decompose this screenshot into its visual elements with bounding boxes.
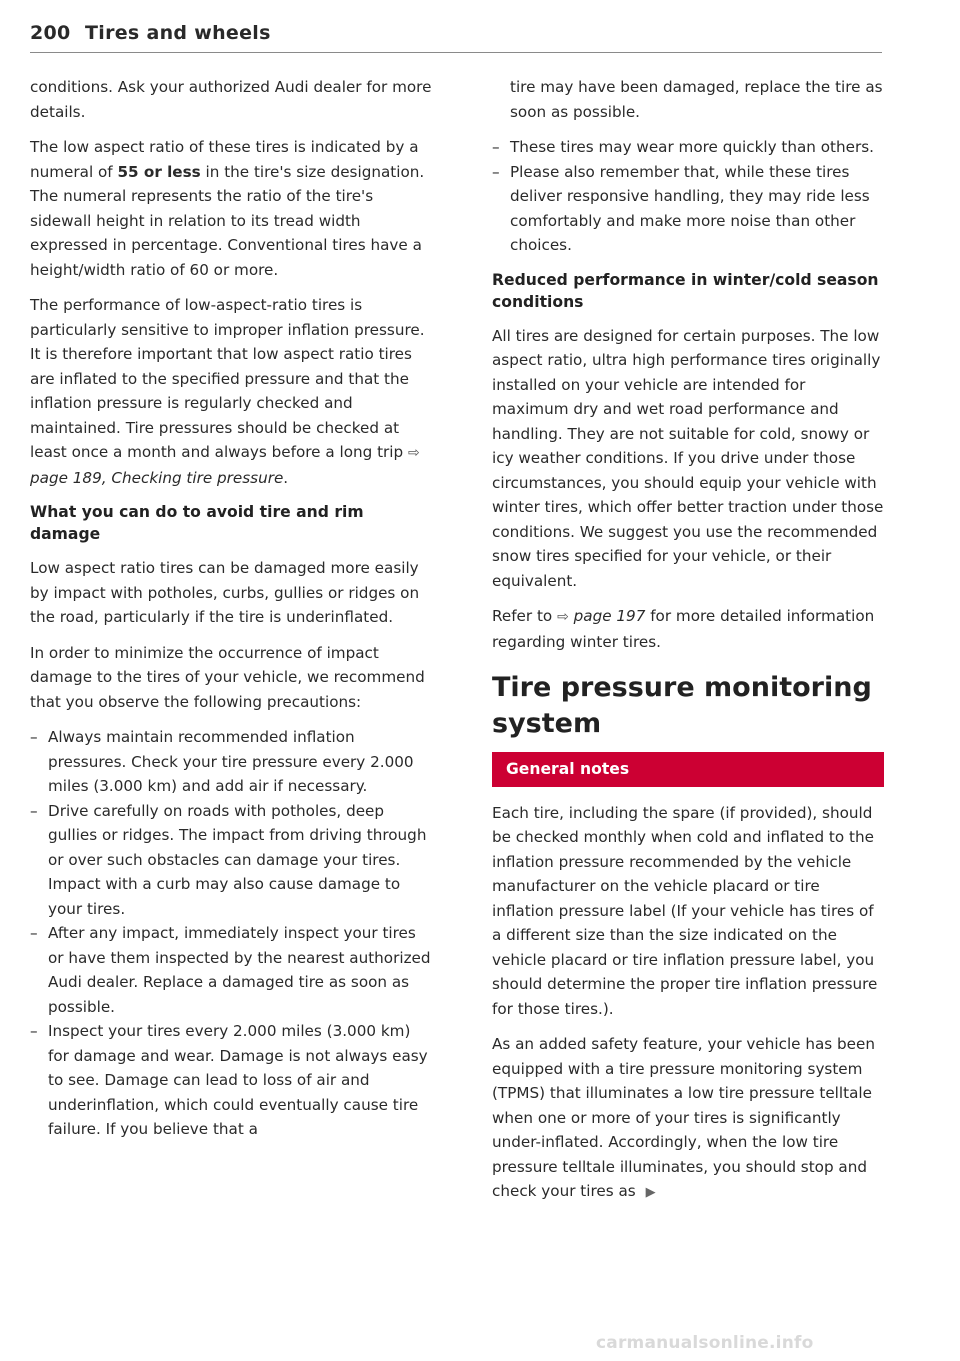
arrow-right-icon: ⇨ — [557, 609, 569, 625]
continue-arrow-icon: ▶ — [645, 1185, 656, 1200]
paragraph-precautions: In order to minimize the occurrence of impact damage to the tires of your vehicle, we recommend that you observe the following precautions: — [30, 643, 425, 711]
list-continuation: tire may have been damaged, replace the tire as soon as possible. — [510, 78, 883, 121]
text: Refer to — [492, 607, 558, 625]
paragraph-tpms — [492, 1032, 884, 1206]
paragraph-each-tire: Each tire, including the spare (if provided), should be checked monthly when cold and inflated to the inflation pressure recommended by the vehicle manufacturer on the vehicle placard or tire inflation pressure label (If your vehicle has tires of a different size than the size indicated on the vehicle placard or tire inflation pressure label, you should determine the proper tire inflation pressure for those tires.). — [492, 803, 878, 1018]
watermark: carmanualsonline.info — [596, 1333, 814, 1353]
tire-notes-list — [492, 135, 884, 258]
link-page-189[interactable]: page 189, Checking tire pressure — [30, 468, 284, 487]
text: . — [283, 468, 289, 487]
page-number: 200 — [30, 22, 71, 44]
heading-avoid-damage: What you can do to avoid tire and rim damage — [30, 503, 364, 543]
text: As an added safety feature, your vehicle has been equipped with a tire pressure monitoring system (TPMS) that illuminates a low tire pressure telltale when one or more of your tires is significantly under-inflated. Accordingly, when the low tire pressure telltale illuminates, you should stop and check your tires as — [492, 1035, 875, 1200]
list-item: – After any impact, immediately inspect your tires or have them inspected by the nearest authorized Audi dealer. Replace a damaged tire as soon as possible. — [30, 921, 435, 1019]
paragraph-winter: All tires are designed for certain purposes. The low aspect ratio, ultra high performance tires originally installed on your vehicle are intended for maximum dry and wet road performance and handling. They are not suitable for cold, snowy or icy weather conditions. If you drive under those circumstances, you should equip your vehicle with winter tires, which offer better traction under those conditions. We suggest you use the recommended snow tires specified for your vehicle, or their equivalent. — [492, 326, 884, 590]
page-header — [30, 22, 882, 54]
list-item: – Inspect your tires every 2.000 miles (3.000 km) for damage and wear. Damage is not always easy to see. Damage can lead to loss of air and underinflation, which could eventually cause tire failure. If you believe that a — [30, 1019, 435, 1142]
header-divider — [30, 52, 882, 53]
text: for more detailed information regarding winter tires. — [492, 607, 875, 651]
precautions-list — [30, 725, 435, 1142]
list-item: – Please also remember that, while these tires deliver responsive handling, they may ride less comfortably and make more noise than other choices. — [492, 160, 884, 258]
left-column — [30, 75, 435, 1153]
list-item: – These tires may wear more quickly than others. — [492, 135, 884, 160]
paragraph-refer — [492, 604, 884, 654]
section-title: Tires and wheels — [85, 22, 271, 44]
paragraph-aspect-ratio — [30, 135, 435, 282]
arrow-right-icon: ⇨ — [407, 445, 420, 461]
general-notes-bar: General notes — [492, 752, 884, 787]
paragraph-damage: Low aspect ratio tires can be damaged more easily by impact with potholes, curbs, gullies or ridges on the road, particularly if the tire is underinflated. — [30, 559, 420, 626]
list-item: – Always maintain recommended inflation pressures. Check your tire pressure every 2.000 miles (3.000 km) and add air if necessary. — [30, 725, 435, 799]
right-column — [492, 75, 884, 1217]
text: The performance of low-aspect-ratio tires is particularly sensitive to improper inflation pressure. It is therefore important that low aspect ratio tires are inflated to the specified pressure and that the inflation pressure is regularly checked and maintained. Tire pressures should be checked at least once a month and always before a long trip — [30, 296, 425, 461]
text: in the tire's size designation. The numeral represents the ratio of the tire's sidewall height in relation to its tread width expressed in percentage. Conventional tires have a height/width ratio of 60 or more. — [30, 162, 425, 279]
link-page-197[interactable]: page 197 — [573, 607, 646, 625]
heading-winter: Reduced performance in winter/cold season conditions — [492, 270, 879, 311]
heading-tpms: Tire pressure monitoring system — [492, 672, 872, 739]
emphasis-55-or-less: 55 or less — [117, 162, 201, 181]
text: The low aspect ratio of these tires is indicated by a numeral of — [30, 138, 419, 181]
list-item: – Drive carefully on roads with potholes, deep gullies or ridges. The impact from driving through or over such obstacles can damage your tires. Impact with a curb may also cause damage to your tires. — [30, 799, 435, 922]
paragraph-performance — [30, 293, 435, 490]
paragraph-dealer: conditions. Ask your authorized Audi dealer for more details. — [30, 78, 432, 121]
